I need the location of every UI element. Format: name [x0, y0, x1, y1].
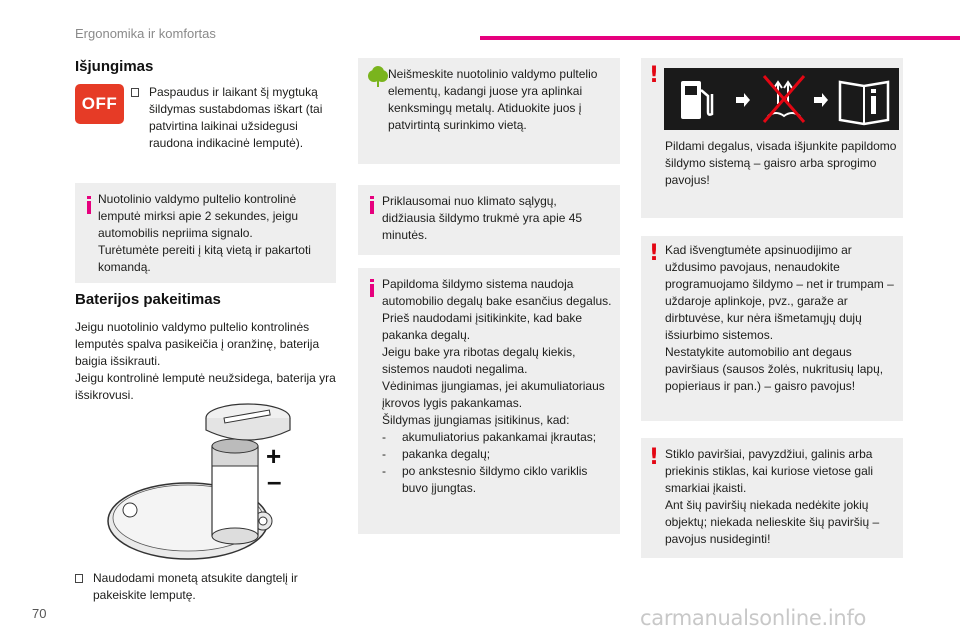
section-header: Ergonomika ir komfortas	[75, 26, 216, 41]
off-instruction-text: Paspaudus ir laikant šį mygtuką šildymas sustabdomas iškart (tai patvirtina laikinai užsidegusi raudona indikacinė lemputė).	[149, 85, 323, 150]
plus-sign: +	[266, 441, 282, 471]
warning-box-glass-text: Stiklo paviršiai, pavyzdžiui, galinis arba priekinis stiklas, kai kuriose vietose gali smarkiai įkaisti. Ant šių paviršių niekada nedėkite jokių objektų; niekada nelieskite šių paviršių – pavojus nusideginti!	[665, 447, 880, 546]
environment-box	[358, 58, 620, 164]
info-box-fuel-text: Papildoma šildymo sistema naudoja automobilio degalų bake esančius degalus. Prieš naudodami įsitikinkite, kad bake pakanka degalų. Jeigu bake yra ribotas degalų kiekis, sistemos naudoti negalima. Vėdinimas įjungiamas, jei akumuliatoriaus įkrovos lygis pakankamas. Šildymas įjungiamas įsitikinus, kad:	[382, 277, 612, 427]
info-box-fuel-content	[382, 276, 616, 497]
environment-tree-icon	[367, 66, 389, 88]
arrow-bullet-icon	[131, 88, 139, 97]
info-box-duration	[358, 185, 620, 255]
arrow-bullet-icon	[75, 574, 83, 583]
warning-icon: !	[649, 445, 660, 470]
info-icon	[85, 196, 93, 214]
list-item: - akumuliatorius pakankamai įkrautas;	[382, 429, 616, 446]
warning-box-poison	[641, 236, 903, 421]
off-button-icon: OFF	[75, 84, 124, 124]
heading-off: Išjungimas	[75, 58, 154, 75]
warning-box-poison-text: Kad išvengtumėte apsinuodijimo ar uždusimo pavojaus, nenaudokite programuojamo šildymo – net ir trumpam – uždaroje aplinkoje, pvz., garaže ar dirbtuvėse, kur nėra išmetamųjų dujų išsiurbimo sistemos. Nestatykite automobilio ant degaus paviršiaus (sausos žolės, nukritusių lapų, popieriaus ir pan.) – gaisro pavojus!	[665, 243, 894, 393]
header-accent-bar	[480, 36, 960, 40]
coin-instruction-text: Naudodami monetą atsukite dangtelį ir pakeiskite lemputę.	[93, 571, 298, 602]
heading-battery: Baterijos pakeitimas	[75, 291, 221, 308]
info-icon	[368, 279, 376, 297]
refuel-pictogram	[664, 68, 899, 130]
list-item: - po ankstesnio šildymo ciklo variklis buvo įjungtas.	[382, 463, 616, 497]
environment-box-text: Neišmeskite nuotolinio valdymo pultelio elementų, kadangi juose yra aplinkai kenksmingų metalų. Atiduokite juos į patvirtintą surinkimo vietą.	[388, 67, 598, 132]
warning-icon: !	[649, 63, 660, 88]
warning-box-refuel	[641, 58, 903, 218]
info-box-duration-text: Priklausomai nuo klimato sąlygų, didžiausia šildymo trukmė yra apie 45 minutės.	[382, 194, 583, 242]
info-box-signal-text: Nuotolinio valdymo pultelio kontrolinė lemputė mirksi apie 2 sekundes, jeigu automobilis nepriima signalo. Turėtumėte pereiti į kitą vietą ir pakartoti komandą.	[98, 192, 311, 274]
page-number: 70	[32, 606, 47, 621]
info-box-fuel	[358, 268, 620, 534]
warning-box-refuel-text: Pildami degalus, visada išjunkite papildomo šildymo sistemą – gaisro arba sprogimo pavojus!	[665, 139, 897, 187]
fuel-conditions-list	[382, 429, 616, 497]
info-icon	[368, 196, 376, 214]
warning-box-glass	[641, 438, 903, 558]
watermark: carmanualsonline.info	[640, 606, 867, 630]
warning-icon: !	[649, 241, 660, 266]
list-item: - pakanka degalų;	[382, 446, 616, 463]
remote-battery-illustration	[100, 398, 320, 563]
battery-text: Jeigu nuotolinio valdymo pultelio kontrolinės lemputės spalva pasikeičia į oranžinę, baterija baigia išsikrauti. Jeigu kontrolinė lemputė neužsidega, baterija yra išsikrovusi.	[75, 320, 336, 402]
info-box-signal	[75, 183, 336, 283]
minus-sign: –	[267, 466, 282, 496]
off-instruction	[131, 84, 336, 152]
coin-instruction	[75, 570, 340, 604]
